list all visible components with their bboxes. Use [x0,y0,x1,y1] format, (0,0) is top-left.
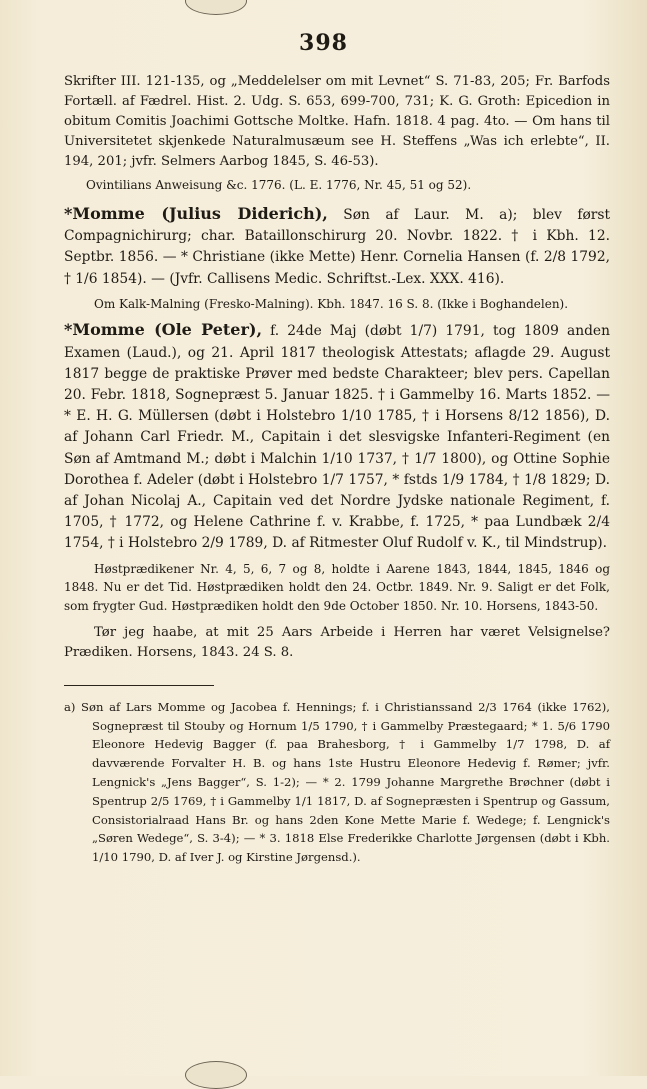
page-body [64,72,610,867]
paragraph-hostpraedikener: Høstprædikener Nr. 4, 5, 6, 7 og 8, holdte i Aarene 1843, 1844, 1845, 1846 og 1848. Nu er det Tid. Høstprædiken holdt den 24. Octbr. 1849. Nr. 9. Saligt er det Folk, som frygter Gud. Høstprædiken holdt den 9de October 1850. Nr. 10. Horsens, 1843-50. [64,561,610,613]
paragraph-kalk-malning: Om Kalk-Malning (Fresko-Malning). Kbh. 1847. 16 S. 8. (Ikke i Boghandelen). [94,296,569,311]
paragraph-skrifter: Skrifter III. 121-135, og „Meddelelser om mit Levnet“ S. 71-83, 205; Fr. Barfods Fortæll. af Fædrel. Hist. 2. Udg. S. 653, 699-700, 731; K. G. Groth: Epicedion in obitum Comitis Joachimi Gottsche Moltke. Hafn. 1818. 4 pag. 4to. — Om hans til Universitetet skjenkede Naturalmusæum see H. Steffens „Was ich erlebte“, II. 194, 201; jvfr. Selmers Aarbog 1845, S. 46-53). [64,74,610,169]
entry-julius-diderich-momme [64,203,610,290]
page-tab-top [185,0,247,15]
entry-ole-peter-momme [64,319,610,554]
page-tab-bottom [185,1061,247,1089]
entry-text: f. 24de Maj (døbt 1/7) 1791, tog 1809 anden Examen (Laud.), og 21. April 1817 theologisk Attestats; aflagde 29. August 1817 begge de praktiske Prøver med bedste Charakteer; blev pers. Capellan 20. Febr. 1818, Sognepræst 5. Januar 1825. † i Gammelby 16. Marts 1852. — * E. H. G. Müllersen (døbt i Holstebro 1/10 1785, † i Horsens 8/12 1856), D. af Johann Carl Friedr. M., Capitain i det slesvigske Infanteri-Regiment (en Søn af Amtmand M.; døbt i Malchin 1/10 1737, † 1/7 1800), og Ottine Sophie Dorothea f. Adeler (døbt i Holstebro 1/7 1757, * fstds 1/9 1784, † 1/8 1829; D. af Johan Nicolaj A., Capitain ved det Nordre Jydske nationale Regiment, f. 1705, † 1772, og Helene Cathrine f. v. Krabbe, f. 1725, * paa Lundbæk 2/4 1754, † i Holstebro 2/9 1789, D. af Ritmester Oluf Rudolf v. K., til Mindstrup). [64,323,610,552]
entry-text: Søn af Laur. M. a); blev først Compagnichirurg; char. Bataillonschirurg 20. Novbr. 1822. † i Kbh. 12. Septbr. 1856. — * Christiane (ikke Mette) Henr. Cornelia Hansen (f. 2/8 1792, † 1/6 1854). — (Jvfr. Callisens Medic. Schriftst.-Lex. XXX. 416). [64,207,610,287]
entry-name: *Momme (Julius Diderich), [64,204,328,224]
paragraph-quintilian-reference: Ovintilians Anweisung &c. 1776. (L. E. 1776, Nr. 45, 51 og 52). [86,177,472,192]
footnote-divider [64,685,214,686]
paragraph-praediken: Tør jeg haabe, at mit 25 Aars Arbeide i Herren har været Velsignelse? Prædiken. Horsens, 1843. 24 S. 8. [64,625,610,660]
page-number: 398 [299,30,348,56]
entry-name: *Momme (Ole Peter), [64,320,263,340]
footnote-a: a) Søn af Lars Momme og Jacobea f. Hennings; f. i Christianssand 2/3 1764 (ikke 1762), Sognepræst til Stouby og Hornum 1/5 1790, † i Gammelby Præstegaard; * 1. 5/6 1790 Eleonore Hedevig Bagger (f. paa Brahesborg, † i Gammelby 1/7 1798, D. af davværende Forvalter H. B. og hans 1ste Hustru Eleonore Hedevig f. Rømer; jvfr. Lengnick's „Jens Bagger“, S. 1-2); — * 2. 1799 Johanne Margrethe Brøchner (døbt i Spentrup 2/5 1769, † i Gammelby 1/1 1817, D. af Sognepræsten i Spentrup og Gassum, Consistorialraad Hans Br. og hans 2den Kone Mette Marie f. Wedege; f. Lengnick's „Søren Wedege“, S. 3-4); — * 3. 1818 Else Frederikke Charlotte Jørgensen (døbt i Kbh. 1/10 1790, D. af Iver J. og Kirstine Jørgensd.). [64,699,610,865]
